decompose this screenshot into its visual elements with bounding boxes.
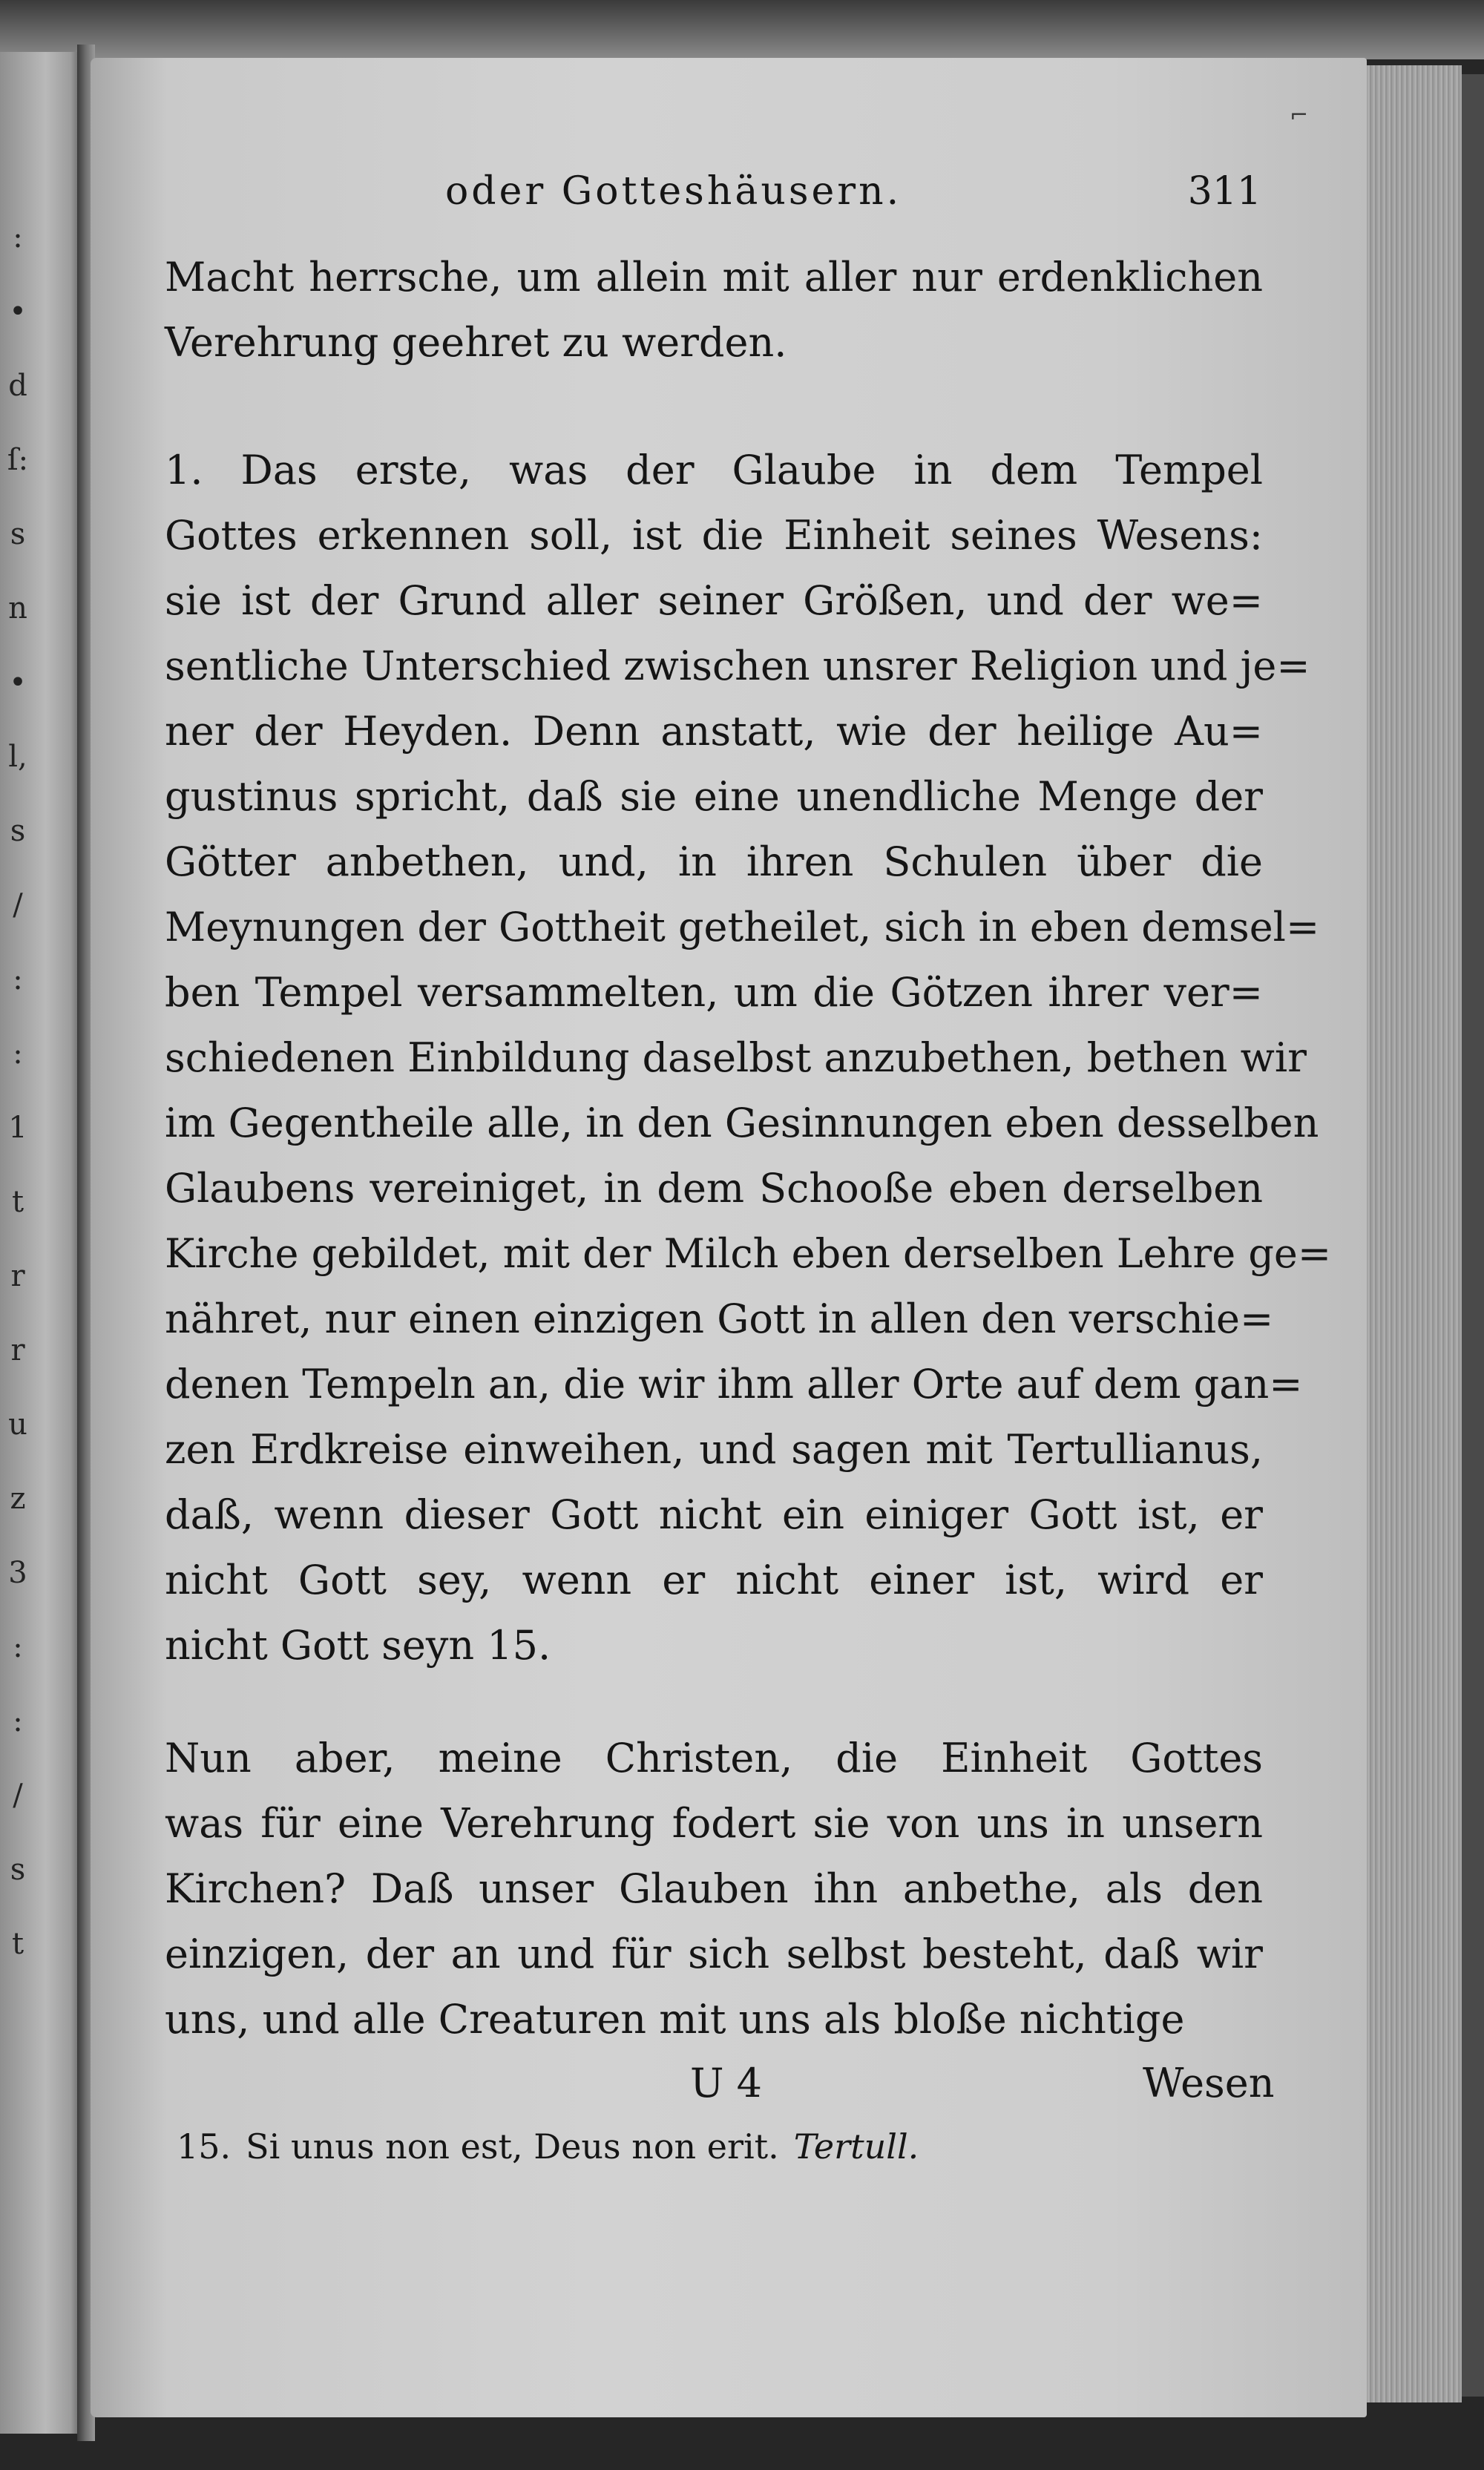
previous-page-letter: z (10, 1482, 26, 1516)
page-number: 311 (1187, 169, 1261, 214)
previous-page-letter: 1 (8, 1111, 27, 1145)
text-line: Macht herrsche, um allein mit aller nur erdenklichen (165, 254, 1263, 300)
text-line: zen Erdkreise einweihen, und sagen mit Tertullianus, (165, 1426, 1263, 1473)
previous-page-letter: u (8, 1408, 27, 1442)
text-line: nicht Gott sey, wenn er nicht einer ist, wird er (165, 1557, 1263, 1603)
previous-page-letter: 3 (8, 1556, 27, 1590)
previous-page-letter: t (11, 1927, 24, 1961)
page-block-edges (1367, 65, 1462, 2402)
top-shadow (0, 0, 1484, 59)
text-line: Nun aber, meine Christen, die Einheit Gottes (165, 1735, 1263, 1781)
previous-page-letter: s (10, 1853, 26, 1887)
previous-page-letter: / (13, 1778, 23, 1813)
text-line: sentliche Unterschied zwischen unsrer Religion und je= (165, 643, 1310, 689)
text-line: Verehrung geehret zu werden. (165, 319, 787, 366)
text-line: gustinus spricht, daß sie eine unendliche Menge der (165, 773, 1263, 820)
text-line: sie ist der Grund aller seiner Größen, und der we= (165, 577, 1263, 624)
previous-page-letter: / (13, 888, 23, 922)
previous-page-letter: d (8, 369, 27, 403)
previous-page-letter: r (10, 1333, 25, 1367)
catchword: Wesen (1143, 2060, 1275, 2106)
previous-page-letter: • (9, 666, 27, 700)
text-line: denen Tempeln an, die wir ihm aller Orte auf dem gan= (165, 1361, 1303, 1408)
footnote-author: Tertull. (793, 2126, 919, 2167)
running-head: oder Gotteshäusern. (445, 169, 902, 214)
text-line: schiedenen Einbildung daselbst anzubethen, bethen wir (165, 1034, 1307, 1081)
previous-page-letter: : (13, 962, 23, 996)
text-line: was für eine Verehrung fodert sie von uns in unsern (165, 1800, 1263, 1847)
text-line: Götter anbethen, und, in ihren Schulen über die (165, 838, 1263, 885)
previous-page-letter: t (11, 1185, 24, 1219)
previous-page-letter: : (13, 1704, 23, 1738)
previous-page-letter: n (8, 591, 27, 625)
previous-page-letter: ſ: (7, 443, 29, 477)
previous-page-letter: : (13, 1037, 23, 1071)
paragraph-3 (165, 1726, 1263, 2052)
text-line: Meynungen der Gottheit getheilet, sich in eben demsel= (165, 904, 1320, 950)
previous-page-letter: : (13, 1630, 23, 1664)
page-block-shadow (1462, 74, 1484, 2397)
text-line: daß, wenn dieser Gott nicht ein einiger Gott ist, er (165, 1491, 1263, 1538)
text-line: nähret, nur einen einzigen Gott in allen den verschie= (165, 1295, 1274, 1342)
previous-page-letter: • (9, 295, 27, 329)
previous-page-edge (0, 52, 83, 2434)
text-line: ner der Heyden. Denn anstatt, wie der heilige Au= (165, 708, 1263, 755)
text-line: nicht Gott seyn 15. (165, 1622, 551, 1669)
text-line: im Gegentheile alle, in den Gesinnungen eben desselben (165, 1100, 1319, 1146)
text-line: Gottes erkennen soll, ist die Einheit seines Wesens: (165, 512, 1263, 559)
text-line: Kirche gebildet, mit der Milch eben derselben Lehre ge= (165, 1230, 1332, 1277)
text-line: Kirchen? Daß unser Glauben ihn anbethe, als den (165, 1865, 1263, 1912)
previous-page-letter: s (10, 517, 26, 551)
footnote (177, 2126, 919, 2167)
text-line: uns, und alle Creaturen mit uns als bloße nichtige (165, 1996, 1185, 2043)
previous-page-letter: : (13, 220, 23, 254)
signature-mark: U 4 (690, 2060, 763, 2106)
text-line: einzigen, der an und für sich selbst besteht, daß wir (165, 1931, 1263, 1977)
corner-mark: ⌐ (1290, 102, 1309, 128)
footnote-number: 15. (177, 2126, 232, 2167)
previous-page-letter: s (10, 814, 26, 848)
text-line: Glaubens vereiniget, in dem Schooße eben derselben (165, 1165, 1263, 1212)
text-line: 1. Das erste, was der Glaube in dem Tempel (165, 447, 1263, 493)
previous-page-letter: l, (8, 740, 27, 774)
paragraph-1 (165, 245, 1263, 375)
paragraph-2 (165, 438, 1332, 1678)
previous-page-letter: r (10, 1259, 25, 1293)
text-line: ben Tempel versammelten, um die Götzen ihrer ver= (165, 969, 1263, 1016)
footnote-text: Si unus non est, Deus non erit. (246, 2126, 779, 2167)
